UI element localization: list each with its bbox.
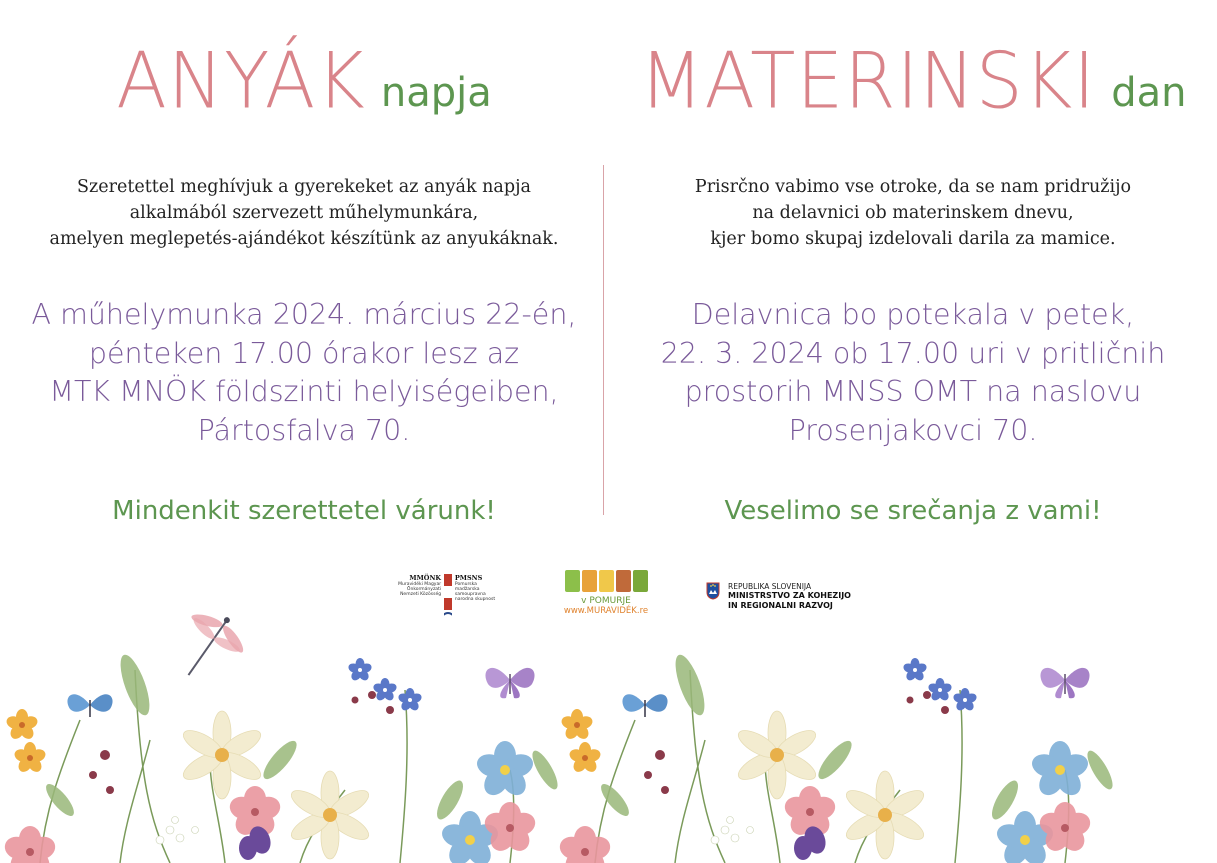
hu-title-sub: napja	[380, 70, 492, 116]
mmonk-name: MMÖNK	[409, 574, 442, 582]
ministry-logo	[706, 582, 876, 622]
sl-closing: Veselimo se srečanja z vami!	[724, 496, 1102, 526]
sl-title-main: MATERINSKI	[639, 35, 1097, 127]
mmonk-logo	[398, 574, 498, 630]
pmsns-sub: narodna skupnost	[454, 597, 496, 602]
hu-details-line: Pártosfalva 70.	[197, 413, 411, 447]
sl-details-line: Prosenjakovci 70.	[788, 413, 1038, 447]
sponsor-logos	[0, 570, 1217, 630]
pomurje-logo	[556, 570, 656, 630]
hu-details-line: pénteken 17.00 órakor lesz az	[88, 336, 520, 370]
hu-intro-line: alkalmából szervezett műhelymunkára,	[129, 203, 479, 223]
ministry-line2: MINISTRSTVO ZA KOHEZIJO	[728, 591, 851, 600]
hu-details-line: MTK MNÖK földszinti helyiségeiben,	[49, 375, 559, 408]
pmsns-sub: samoupravna	[454, 592, 486, 597]
mmonk-sub: Muravidéki Magyar	[398, 582, 442, 587]
hu-intro-line: amelyen meglepetés-ajándékot készítünk az anyukáknak.	[49, 229, 559, 249]
ministry-line1: REPUBLIKA SLOVENIJA	[728, 582, 812, 591]
column-divider	[603, 165, 604, 515]
hu-title	[0, 35, 608, 127]
sl-intro-line: Prisrčno vabimo vse otroke, da se nam pridružijo	[694, 177, 1132, 197]
sl-intro	[609, 174, 1217, 252]
mmonk-emblem-icon	[444, 574, 452, 622]
hu-intro-line: Szeretettel meghívjuk a gyerekeket az anyák napja	[77, 177, 531, 197]
slovenia-coat-of-arms-icon	[706, 582, 720, 600]
sl-title	[609, 35, 1217, 127]
hu-title-main: ANYÁK	[116, 35, 366, 127]
pmsns-sub: Pomurska madžarska	[454, 582, 480, 592]
pomurje-tiles-icon	[556, 570, 656, 592]
floral-border	[0, 590, 1217, 863]
hu-details-line: A műhelymunka 2024. március 22-én,	[31, 298, 577, 331]
sl-details-line: Delavnica bo potekala v petek,	[691, 298, 1135, 331]
sl-intro-line: na delavnici ob materinskem dnevu,	[752, 203, 1074, 223]
mmonk-sub: Önkormányzati	[406, 587, 442, 592]
hu-closing: Mindenkit szerettetel várunk!	[112, 496, 496, 526]
hu-details	[0, 296, 608, 450]
pomurje-url: www.MURAVIDÉK.re	[563, 606, 649, 616]
pmsns-name: PMSNS	[454, 574, 483, 582]
sl-intro-line: kjer bomo skupaj izdelovali darila za mamice.	[710, 229, 1116, 249]
sl-details-line: 22. 3. 2024 ob 17.00 uri v pritličnih	[660, 336, 1166, 370]
sl-details-line: prostorih MNSS OMT na naslovu	[684, 375, 1142, 408]
sl-details	[609, 296, 1217, 450]
sl-title-sub: dan	[1111, 70, 1187, 116]
mmonk-sub: Nemzeti Közösség	[400, 592, 442, 597]
hu-intro	[0, 174, 608, 252]
pomurje-tagline: v POMURJE	[581, 596, 631, 606]
ministry-line3: IN REGIONALNI RAZVOJ	[728, 601, 833, 610]
